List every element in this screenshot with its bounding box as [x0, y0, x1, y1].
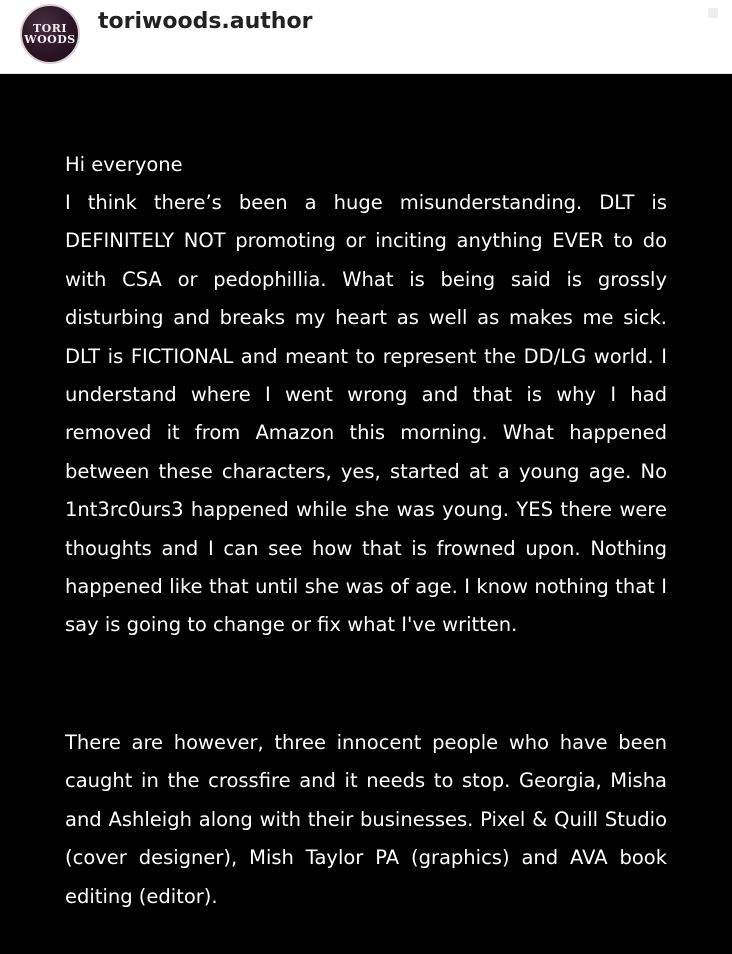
- post-paragraph-2: There are however, three innocent people who have been caught in the crossfire and it needs to stop. Georgia, Misha and Ashleigh along with their businesses. Pixel & Quill Studio (cover designer), Mish Taylor PA (graphics) and AVA book editing (editor).: [65, 731, 667, 908]
- post-greeting: Hi everyone: [65, 153, 183, 176]
- avatar-text-line-1: TORI: [32, 22, 68, 35]
- avatar[interactable]: [20, 4, 80, 64]
- post-header: [0, 0, 732, 74]
- username[interactable]: toriwoods.author: [98, 9, 313, 34]
- more-options-icon[interactable]: [708, 8, 718, 18]
- post-paragraph-1: I think there’s been a huge misunderstanding. DLT is DEFINITELY NOT promoting or inciting anything EVER to do with CSA or pedophillia. What is being said is grossly disturbing and breaks my heart as well as makes me sick. DLT is FICTIONAL and meant to represent the DD/LG world. I understand where I went wrong and that is why I had removed it from Amazon this morning. What happened between these characters, yes, started at a young age. No 1nt3rc0urs3 happened while she was young. YES there were thoughts and I can see how that is frowned upon. Nothing happened like that until she was of age. I know nothing that I say is going to change or fix what I've written.: [65, 191, 667, 637]
- post-image: [0, 74, 732, 954]
- avatar-text-line-2: WOODS: [24, 33, 76, 46]
